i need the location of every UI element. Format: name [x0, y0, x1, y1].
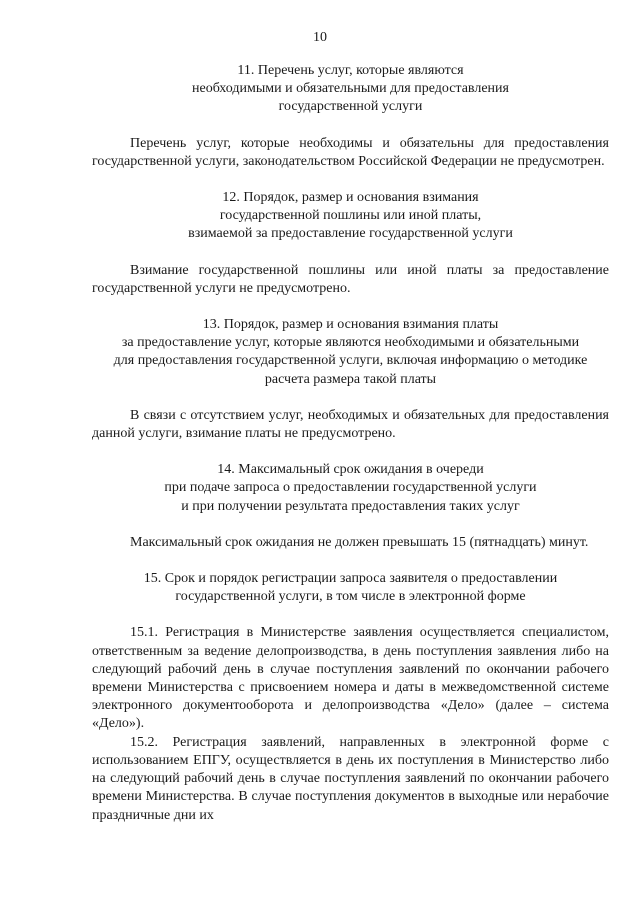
heading-line: для предоставления государственной услуги, включая информацию о методике: [113, 353, 588, 369]
section-paragraph: 15.1. Регистрация в Министерстве заявления осуществляется специалистом, ответственным за ведение делопроизводства, в день поступления заявления либо на следующий рабочий день в случае поступления заявлений по окончании рабочего времени Министерства с присвоением номера и даты в межведомственной системе электронного документооборота и делопроизводства «Дело» (далее – система «Дело»).: [92, 625, 609, 732]
heading-line: 15. Срок и порядок регистрации запроса заявителя о предоставлении: [143, 571, 558, 587]
section-paragraph: Взимание государственной пошлины или иной платы за предоставление государственной услуги не предусмотрено.: [92, 262, 609, 296]
document-body: [92, 62, 609, 825]
section-heading-12: [92, 189, 609, 244]
section-heading-11: [92, 62, 609, 117]
section-heading-13: [92, 316, 609, 389]
heading-line: 13. Порядок, размер и основания взимания платы: [202, 317, 499, 333]
section-paragraph: 15.2. Регистрация заявлений, направленных в электронной форме с использованием ЕПГУ, осуществляется в день их поступления в Министерство либо на следующий рабочий день в случае поступления заявлений по окончании рабочего времени Министерства. В случае поступления документов в выходные или нерабочие праздничные дни их: [92, 734, 609, 823]
heading-line: 14. Максимальный срок ожидания в очереди: [217, 462, 484, 478]
heading-line: и при получении результата предоставления таких услуг: [181, 498, 520, 514]
section-paragraph: Максимальный срок ожидания не должен превышать 15 (пятнадцать) минут.: [130, 534, 589, 550]
heading-line: 11. Перечень услуг, которые являются: [237, 63, 464, 78]
section-paragraph: Перечень услуг, которые необходимы и обязательны для предоставления государственной услуги, законодательством Российской Федерации не предусмотрен.: [92, 135, 609, 169]
heading-line: при подаче запроса о предоставлении государственной услуги: [164, 480, 537, 496]
section-paragraph: В связи с отсутствием услуг, необходимых и обязательных для предоставления данной услуги, взимание платы не предусмотрено.: [92, 407, 609, 442]
section-heading-15: [92, 570, 609, 606]
heading-line: 12. Порядок, размер и основания взимания: [222, 190, 479, 206]
heading-line: государственной услуги: [278, 99, 423, 115]
page-number: 10: [313, 30, 327, 45]
heading-line: расчета размера такой платы: [264, 371, 437, 387]
heading-line: взимаемой за предоставление государственной услуги: [188, 226, 513, 242]
heading-line: государственной услуги, в том числе в электронной форме: [175, 589, 526, 605]
heading-line: необходимыми и обязательными для предоставления: [192, 81, 509, 97]
heading-line: за предоставление услуг, которые являются необходимыми и обязательными: [121, 335, 580, 351]
section-heading-14: [92, 461, 609, 516]
heading-line: государственной пошлины или иной платы,: [219, 208, 482, 224]
